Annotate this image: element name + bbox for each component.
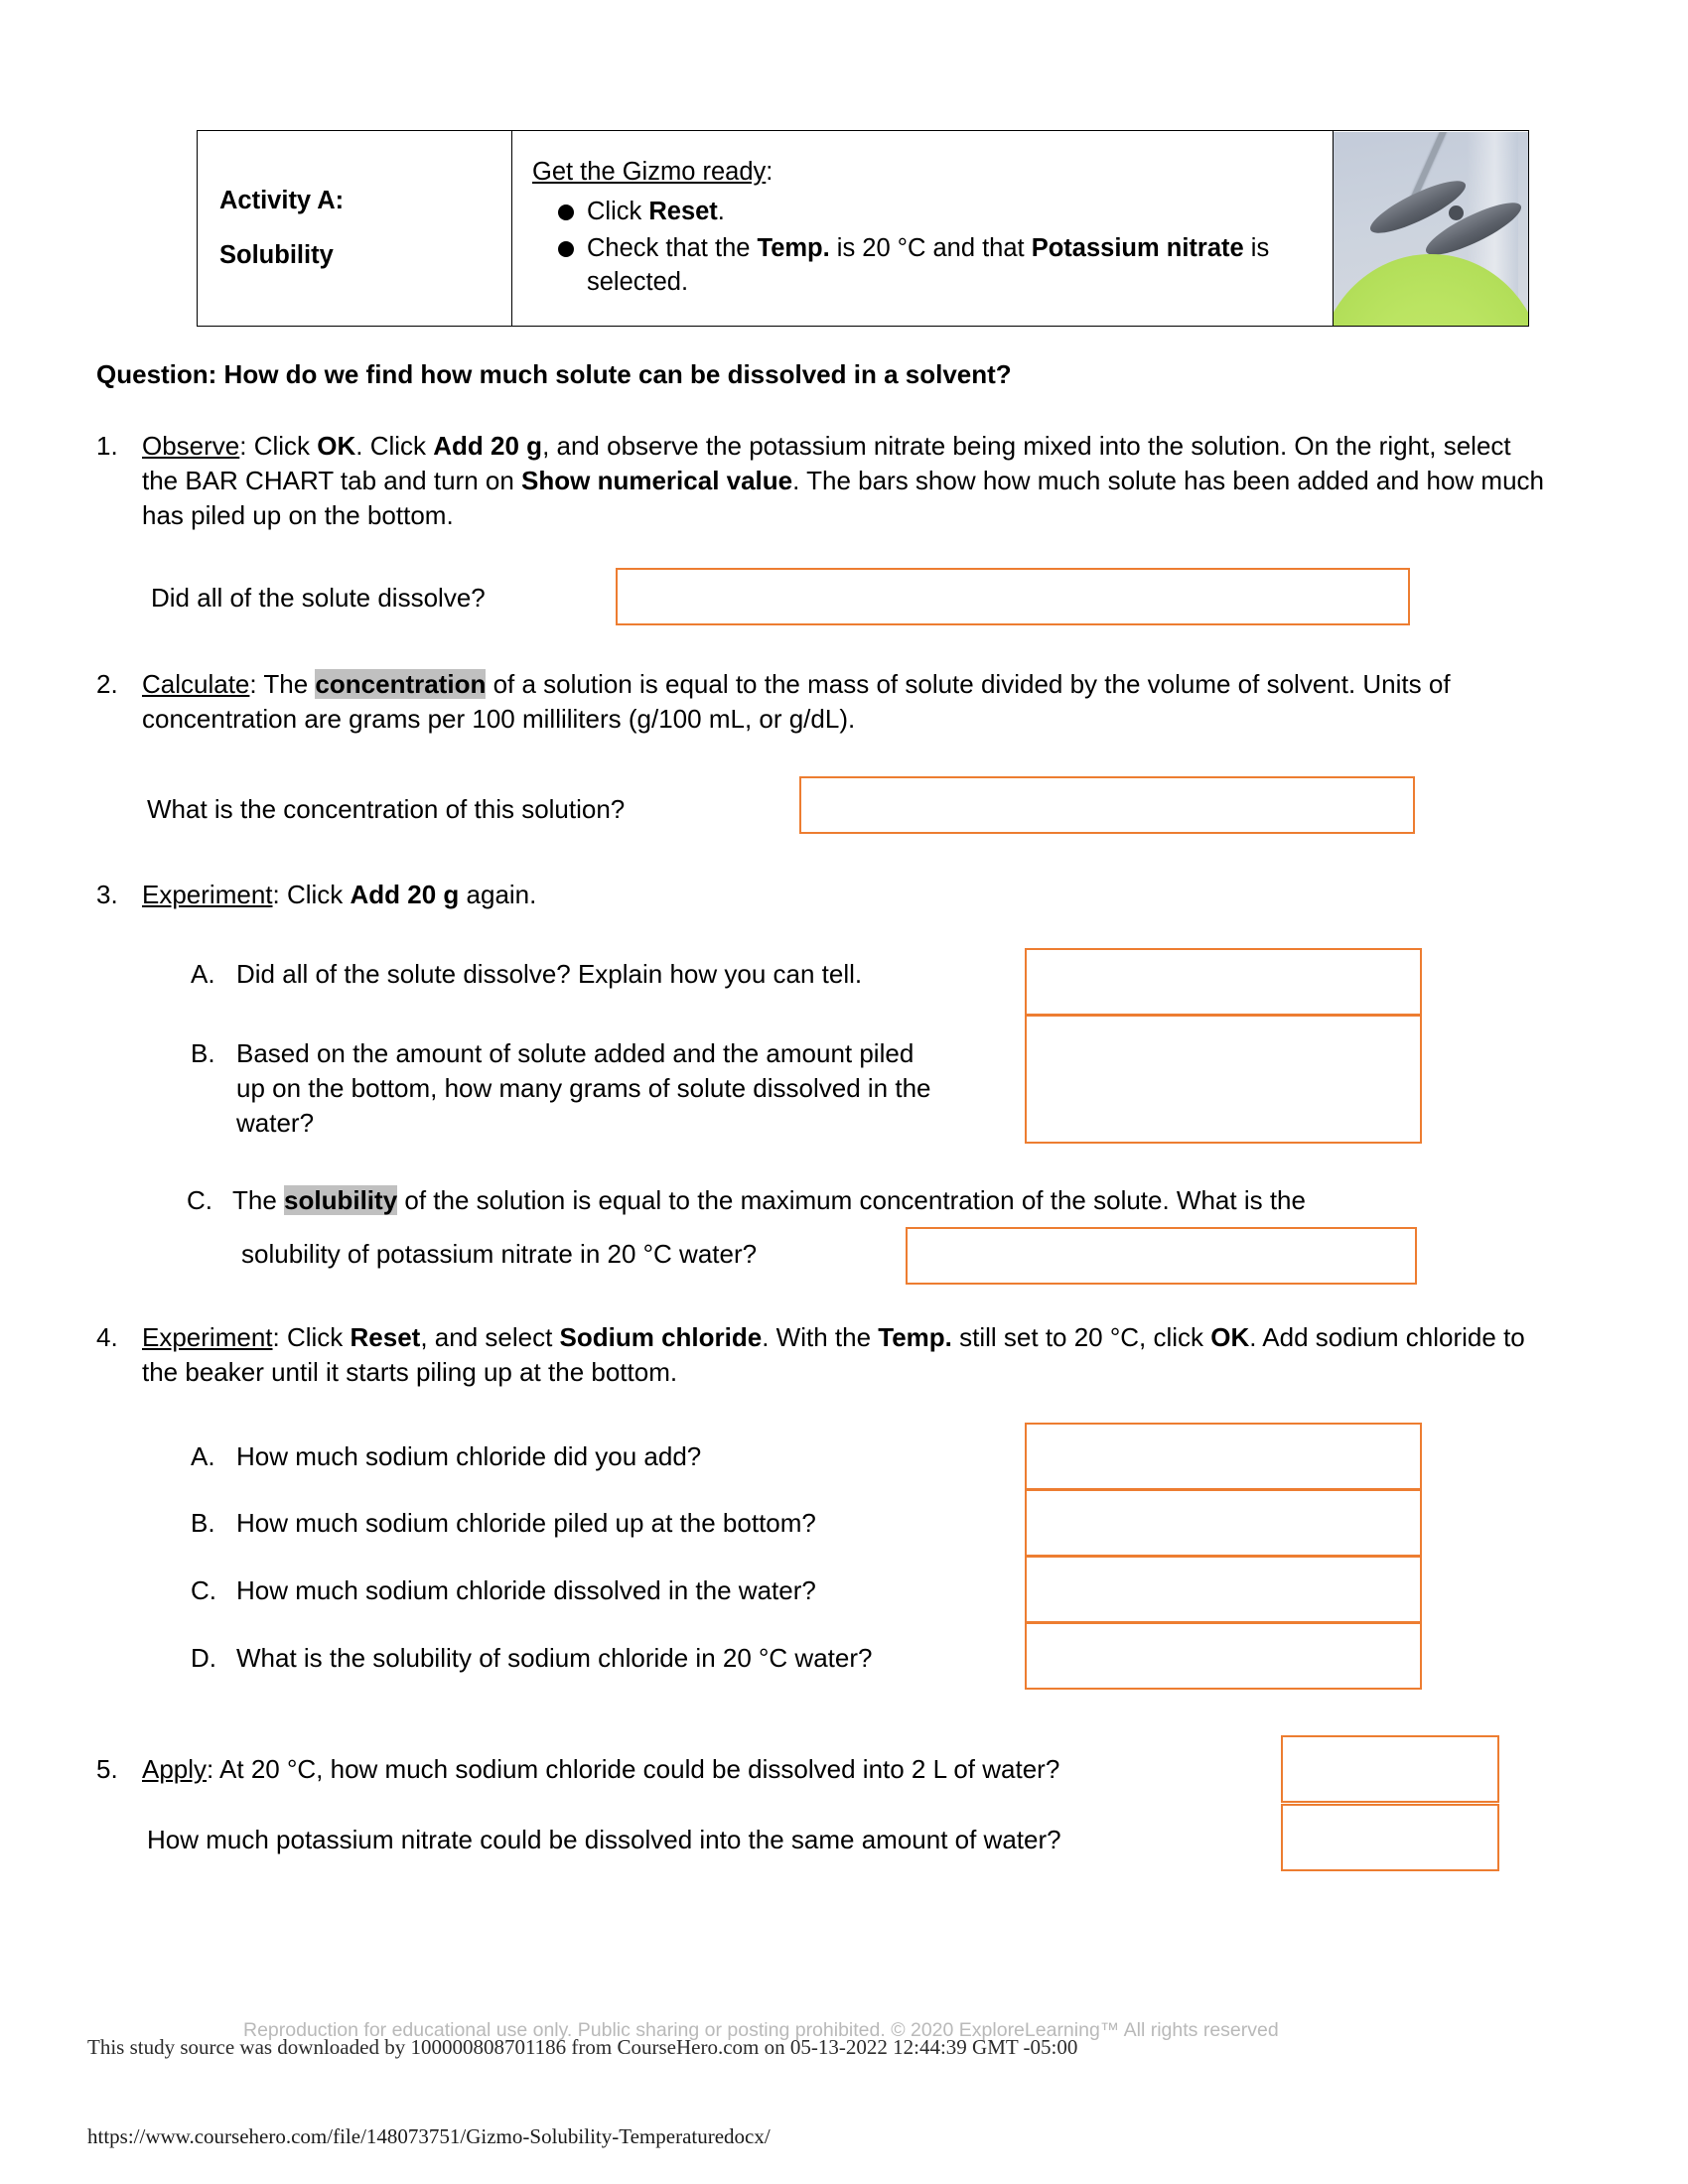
item-2-number: 2. — [96, 669, 118, 699]
item-3-sub-b — [191, 1036, 945, 1141]
item-4-sub-b-text: How much sodium chloride piled up at the bottom? — [236, 1508, 816, 1538]
add-20g-button-ref: Add 20 g — [350, 880, 460, 909]
item-3-label: Experiment — [142, 880, 273, 909]
item-5-text — [142, 1752, 1387, 1787]
item-4-sub-d — [191, 1641, 975, 1676]
temp-control-ref: Temp. — [878, 1322, 952, 1352]
item-3-sub-a-letter: A. — [191, 959, 215, 989]
item-3-sub-b-text: Based on the amount of solute added and the amount piled up on the bottom, how many grams of solute dissolved in the water? — [236, 1038, 931, 1139]
reset-button-ref: Reset — [648, 197, 718, 225]
item-3 — [96, 878, 1552, 912]
answer-box-1[interactable] — [616, 568, 1410, 625]
answer-box-4a[interactable] — [1025, 1423, 1422, 1490]
potassium-nitrate-ref: Potassium nitrate — [1031, 234, 1244, 263]
bullet-dot-icon — [558, 241, 574, 257]
stirrer-hub-icon — [1449, 205, 1464, 220]
download-notice: This study source was downloaded by 100000808701186 from CourseHero.com on 05-13-2022 12:44:39 GMT -05:00 — [87, 2035, 1078, 2059]
item-4-sub-b-letter: B. — [191, 1508, 215, 1538]
item-4-sub-a-text: How much sodium chloride did you add? — [236, 1441, 702, 1471]
activity-title-cell — [198, 131, 512, 327]
answer-box-4b[interactable] — [1025, 1489, 1422, 1557]
item-4-sub-c-text: How much sodium chloride dissolved in the water? — [236, 1575, 816, 1605]
solubility-term: solubility — [284, 1185, 398, 1215]
item-4-sub-d-text: What is the solubility of sodium chloride in 20 °C water? — [236, 1643, 873, 1673]
answer-box-5a[interactable] — [1281, 1735, 1499, 1803]
item-4-sub-d-letter: D. — [191, 1643, 216, 1673]
item-1-label: Observe — [142, 431, 240, 461]
item-4-label: Experiment — [142, 1322, 273, 1352]
answer-box-4c[interactable] — [1025, 1556, 1422, 1623]
item-5-rest: : At 20 °C, how much sodium chloride could be dissolved into 2 L of water? — [207, 1754, 1060, 1784]
item-4-sub-c-letter: C. — [191, 1575, 216, 1605]
activity-title-line1: Activity A: — [219, 187, 345, 215]
activity-title-line2: Solubility — [219, 241, 334, 269]
source-url: https://www.coursehero.com/file/148073751/Gizmo-Solubility-Temperaturedocx/ — [87, 2124, 771, 2148]
activity-steps-cell — [512, 131, 1334, 327]
add-20g-button-ref: Add 20 g — [433, 431, 543, 461]
item-5-second-line: How much potassium nitrate could be dissolved into the same amount of water? — [147, 1825, 1061, 1854]
item-2-sub-question: What is the concentration of this solution? — [147, 794, 626, 824]
concentration-term: concentration — [315, 669, 487, 699]
setup-bullet-2-text: Check that the Temp. is 20 °C and that Potassium nitrate is selected. — [587, 234, 1270, 297]
item-3-sub-a — [191, 957, 955, 992]
answer-box-3b[interactable] — [1025, 1015, 1422, 1144]
item-1 — [96, 429, 1552, 533]
ok-button-ref: OK — [1210, 1322, 1250, 1352]
answer-box-5b[interactable] — [1281, 1804, 1499, 1871]
answer-box-3c[interactable] — [906, 1227, 1417, 1285]
item-4-number: 4. — [96, 1322, 118, 1352]
item-4-text: Experiment: Click Reset, and select Sodium chloride. With the Temp. still set to 20 °C, click OK. Add sodium chloride to the beaker until it starts piling up at the bottom. — [142, 1322, 1525, 1388]
item-1-sub-question: Did all of the solute dissolve? — [151, 583, 486, 613]
item-3-sub-c-line2: solubility of potassium nitrate in 20 °C water? — [241, 1239, 758, 1269]
item-5-label: Apply — [142, 1754, 208, 1784]
get-gizmo-ready-text: Get the Gizmo ready — [532, 158, 767, 187]
item-3-number: 3. — [96, 880, 118, 909]
ok-button-ref: OK — [317, 431, 356, 461]
bullet-dot-icon — [558, 205, 574, 220]
item-1-text: Observe: Click OK. Click Add 20 g, and observe the potassium nitrate being mixed into the solution. On the right, select the BAR CHART tab and turn on Show numerical value. The bars show how much solute has been added and how much has piled up on the bottom. — [142, 431, 1545, 531]
setup-bullet-1 — [532, 196, 1317, 229]
sodium-chloride-ref: Sodium chloride — [559, 1322, 763, 1352]
activity-header-table — [197, 130, 1529, 327]
item-5 — [96, 1752, 1387, 1787]
temp-control-ref: Temp. — [757, 234, 830, 263]
answer-box-4d[interactable] — [1025, 1622, 1422, 1690]
item-2-text: Calculate: The concentration of a solution is equal to the mass of solute divided by the volume of solvent. Units of concentration are grams per 100 milliliters (g/100 mL, or g/dL). — [142, 669, 1451, 735]
item-2 — [96, 667, 1552, 737]
item-3-text: Experiment: Click Add 20 g again. — [142, 880, 537, 909]
item-4-sub-c — [191, 1573, 975, 1608]
answer-box-3a[interactable] — [1025, 948, 1422, 1016]
get-gizmo-ready-label — [532, 155, 1317, 189]
item-4-sub-b — [191, 1506, 975, 1541]
answer-box-2[interactable] — [799, 776, 1415, 834]
item-5-number: 5. — [96, 1754, 118, 1784]
item-1-number: 1. — [96, 431, 118, 461]
reset-button-ref: Reset — [350, 1322, 421, 1352]
activity-image-cell — [1334, 131, 1529, 327]
item-3-sub-c-text: The solubility of the solution is equal to the maximum concentration of the solute. What is the — [232, 1185, 1306, 1215]
item-3-sub-a-text: Did all of the solute dissolve? Explain how you can tell. — [236, 959, 863, 989]
reproduction-notice: Reproduction for educational use only. Public sharing or posting prohibited. © 2020 ExploreLearning™ All rights reserved — [243, 2019, 1279, 2041]
show-numerical-value-ref: Show numerical value — [521, 466, 793, 496]
question-heading: Question: How do we find how much solute can be dissolved in a solvent? — [96, 359, 1012, 389]
item-4-sub-a-letter: A. — [191, 1441, 215, 1471]
item-3-sub-c-letter: C. — [187, 1185, 212, 1215]
item-3-sub-c — [187, 1183, 1487, 1218]
gizmo-beaker-stirrer-image — [1334, 132, 1528, 326]
item-4-sub-a — [191, 1439, 975, 1474]
setup-bullet-2 — [532, 232, 1317, 299]
get-gizmo-ready-colon: : — [766, 158, 774, 187]
setup-bullet-1-text: Click Reset. — [587, 197, 725, 225]
item-2-label: Calculate — [142, 669, 250, 699]
item-4 — [96, 1320, 1552, 1390]
item-3-sub-b-letter: B. — [191, 1038, 215, 1068]
